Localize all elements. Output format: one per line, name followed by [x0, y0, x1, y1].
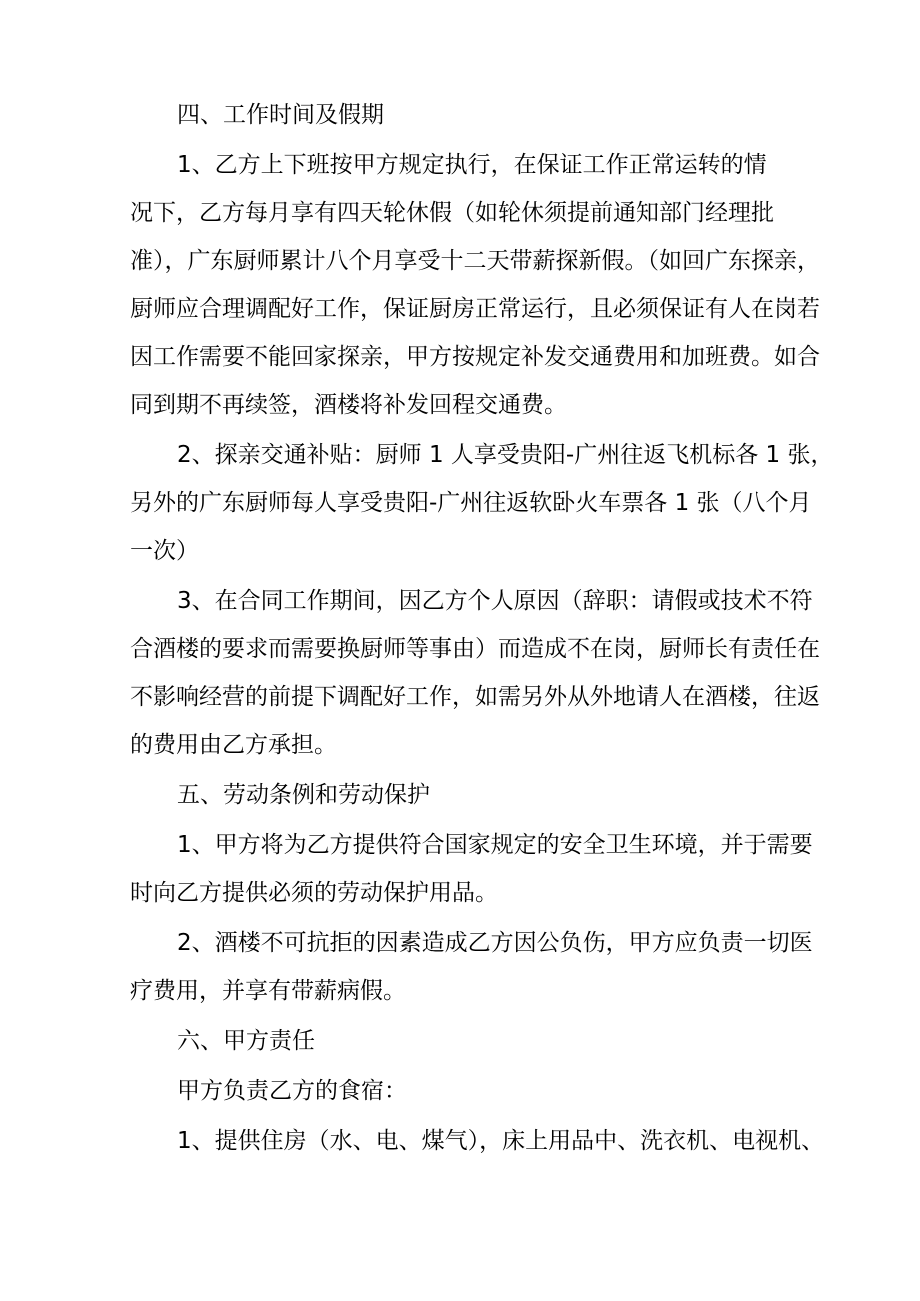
section4-item3-line1: 3、在合同工作期间，因乙方个人原因（辞职：请假或技术不符 [177, 588, 813, 614]
section4-item1-line1: 1、乙方上下班按甲方规定执行，在保证工作正常运转的情 [177, 152, 767, 178]
section5-item2-line1: 2、酒楼不可抗拒的因素造成乙方因公负伤，甲方应负责一切医 [177, 930, 813, 956]
section4-item2-line1: 2、探亲交通补贴：厨师 1 人享受贵阳-广州往返飞机标各 1 张， [177, 442, 834, 468]
section4-item3-line4: 的费用由乙方承担。 [130, 732, 337, 758]
section4-item2-line3: 一次） [130, 538, 199, 564]
section5-item1-line2: 时向乙方提供必须的劳动保护用品。 [130, 880, 498, 906]
section4-item3-line3: 不影响经营的前提下调配好工作，如需另外从外地请人在酒楼，往返 [130, 684, 820, 710]
section6-heading: 六、甲方责任 [177, 1028, 315, 1054]
section4-item1-line4: 厨师应合理调配好工作，保证厨房正常运行，且必须保证有人在岗若 [130, 296, 820, 322]
section4-item1-line6: 同到期不再续签，酒楼将补发回程交通费。 [130, 392, 567, 418]
section5-heading: 五、劳动条例和劳动保护 [177, 782, 430, 808]
section4-item1-line3: 准），广东厨师累计八个月享受十二天带薪探新假。（如回广东探亲， [130, 248, 820, 274]
section5-item2-line2: 疗费用，并享有带薪病假。 [130, 978, 406, 1004]
section6-intro: 甲方负责乙方的食宿： [177, 1078, 407, 1104]
section5-item1-line1: 1、甲方将为乙方提供符合国家规定的安全卫生环境，并于需要 [177, 832, 813, 858]
section6-item1-line1: 1、提供住房（水、电、煤气），床上用品中、洗衣机、电视机、 [177, 1128, 825, 1154]
section4-item3-line2: 合酒楼的要求而需要换厨师等事由）而造成不在岗，厨师长有责任在 [130, 636, 820, 662]
section4-item1-line5: 因工作需要不能回家探亲，甲方按规定补发交通费用和加班费。如合 [130, 344, 820, 370]
section4-item1-line2: 况下，乙方每月享有四天轮休假（如轮休须提前通知部门经理批 [130, 200, 774, 226]
section4-heading: 四、工作时间及假期 [177, 102, 384, 128]
section4-item2-line2: 另外的广东厨师每人享受贵阳-广州往返软卧火车票各 1 张（八个月 [130, 490, 812, 516]
